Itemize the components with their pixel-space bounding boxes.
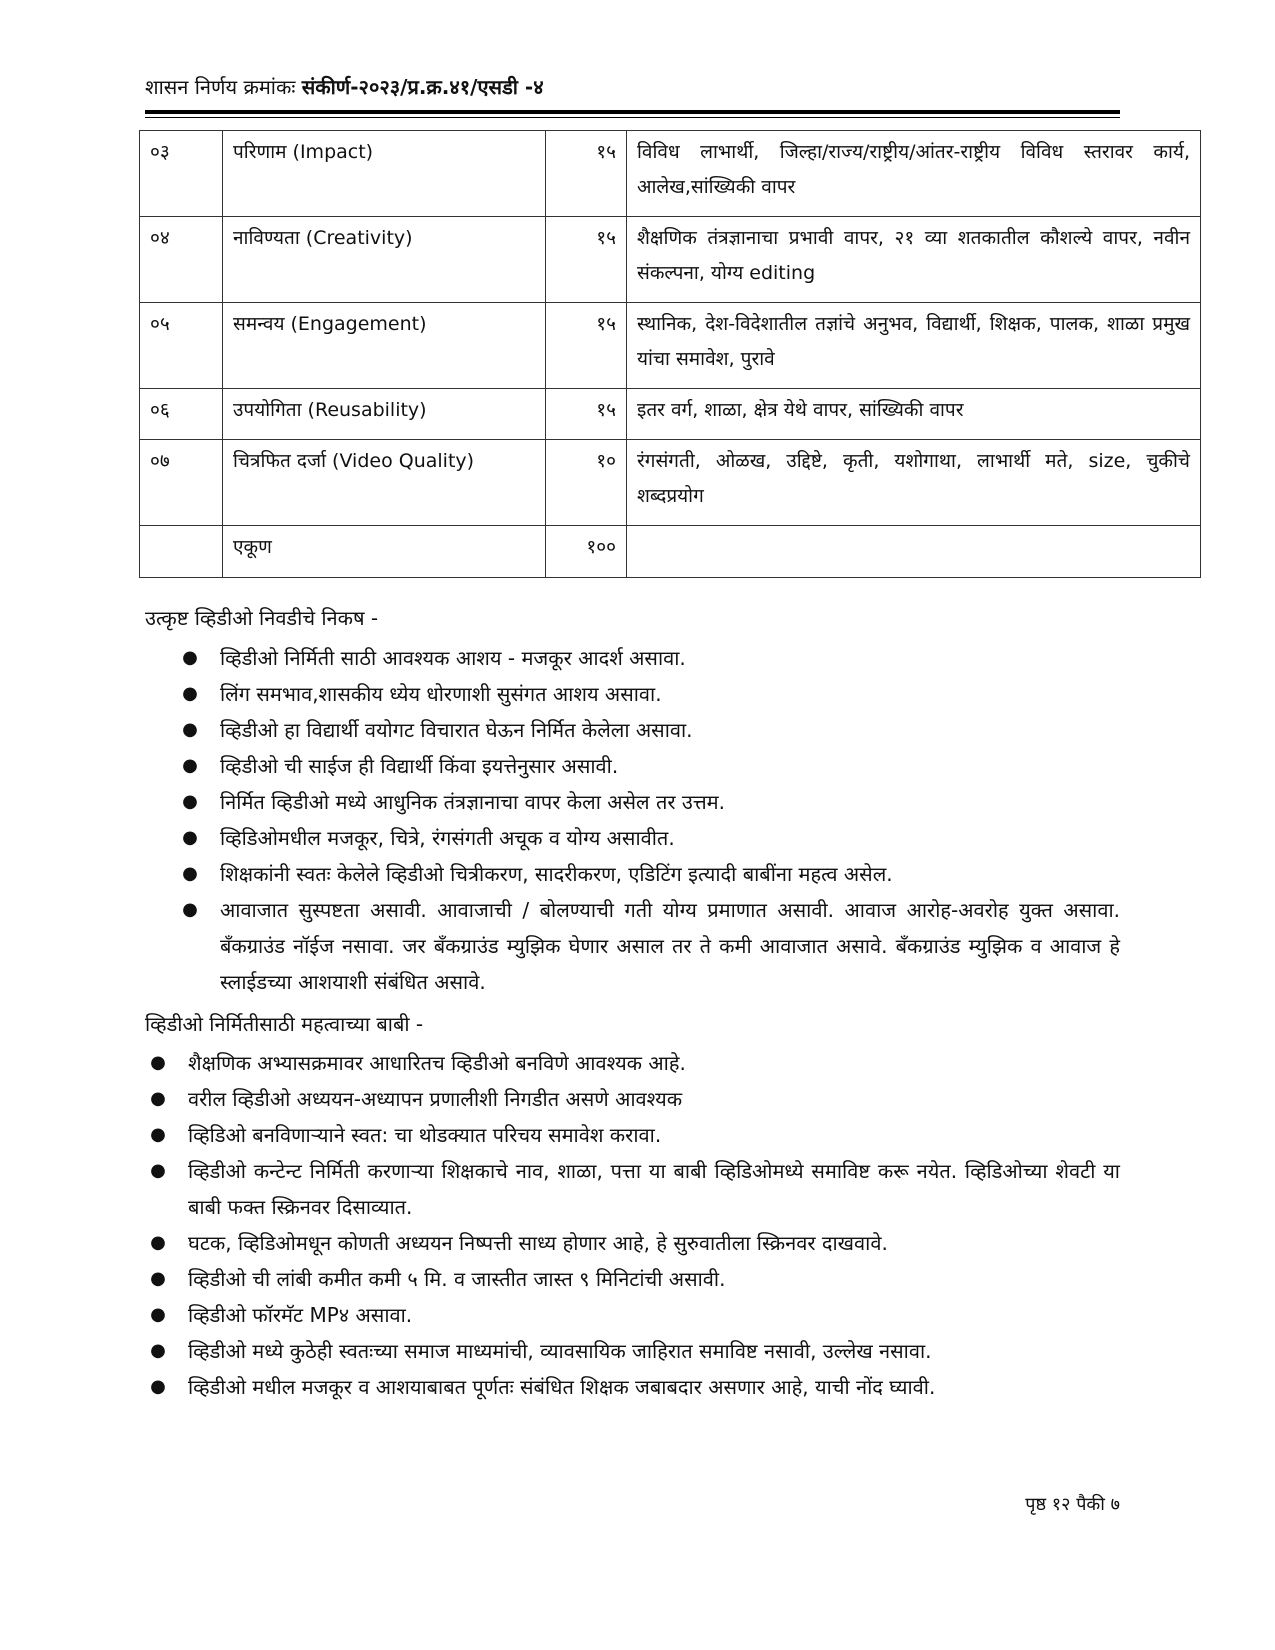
list-item-text: व्हिडीओ फॉरमॅट MP४ असावा. <box>188 1303 413 1327</box>
header-prefix: शासन निर्णय क्रमांकः <box>145 75 302 99</box>
list-item <box>180 748 1120 784</box>
list-item <box>180 892 1120 1000</box>
row-marks: १५ <box>546 303 627 389</box>
row-criterion: नाविण्यता (Creativity) <box>223 217 546 303</box>
row-number <box>140 526 223 578</box>
list-item <box>180 712 1120 748</box>
row-number: ०५ <box>140 303 223 389</box>
list-item <box>148 1261 1120 1297</box>
bullet-icon: ● <box>150 1268 166 1289</box>
list-item <box>148 1153 1120 1225</box>
bullet-icon: ● <box>182 863 198 884</box>
row-marks: १५ <box>546 389 627 440</box>
row-description: विविध लाभार्थी, जिल्हा/राज्य/राष्ट्रीय/आंतर-राष्ट्रीय विविध स्तरावर कार्य, आलेख,सांख्यिकी वापर <box>627 131 1201 217</box>
table-row-total <box>140 526 1201 578</box>
list-item <box>148 1297 1120 1333</box>
list-item <box>148 1369 1120 1405</box>
bullet-icon: ● <box>182 719 198 740</box>
list-item-text: व्हिडीओ हा विद्यार्थी वयोगट विचारात घेऊन निर्मित केलेला असावा. <box>220 718 693 742</box>
row-marks: १० <box>546 440 627 526</box>
list-item-text: व्हिडीओ कन्टेन्ट निर्मिती करणाऱ्या शिक्षकाचे नाव, शाळा, पत्ता या बाबी व्हिडिओमध्ये समाविष्ट करू नयेत. व्हिडिओच्या शेवटी या बाबी फक्त स्क्रिनवर दिसाव्यात. <box>188 1159 1120 1219</box>
bullet-icon: ● <box>150 1160 166 1181</box>
list-item-text: व्हिडीओ निर्मिती साठी आवश्यक आशय - मजकूर आदर्श असावा. <box>220 646 686 670</box>
section-title-selection-criteria: उत्कृष्ट व्हिडीओ निवडीचे निकष - <box>145 606 379 630</box>
list-item <box>180 784 1120 820</box>
bullet-icon: ● <box>150 1376 166 1397</box>
row-description <box>627 526 1201 578</box>
list-item-text: व्हिडीओ मध्ये कुठेही स्वतःच्या समाज माध्यमांची, व्यावसायिक जाहिरात समाविष्ट नसावी, उल्लेख नसावा. <box>188 1339 932 1363</box>
bullet-icon: ● <box>150 1088 166 1109</box>
bullet-icon: ● <box>150 1124 166 1145</box>
list-item-text: व्हिडिओमधील मजकूर, चित्रे, रंगसंगती अचूक व योग्य असावीत. <box>220 826 675 850</box>
list-item-text: व्हिडीओ ची लांबी कमीत कमी ५ मि. व जास्तीत जास्त ९ मिनिटांची असावी. <box>188 1267 726 1291</box>
row-number: ०७ <box>140 440 223 526</box>
page-number: पृष्ठ १२ पैकी ७ <box>1025 1494 1120 1515</box>
row-number: ०३ <box>140 131 223 217</box>
list-item <box>180 856 1120 892</box>
section-title-video-guidelines: व्हिडीओ निर्मितीसाठी महत्वाच्या बाबी - <box>145 1012 424 1036</box>
list-item <box>180 640 1120 676</box>
list-item-text: व्हिडीओ ची साईज ही विद्यार्थी किंवा इयत्तेनुसार असावी. <box>220 754 619 778</box>
bullet-icon: ● <box>150 1052 166 1073</box>
row-description: इतर वर्ग, शाळा, क्षेत्र येथे वापर, सांख्यिकी वापर <box>627 389 1201 440</box>
bullet-icon: ● <box>182 791 198 812</box>
table-row <box>140 389 1201 440</box>
video-guidelines-list <box>148 1045 1120 1405</box>
list-item-text: निर्मित व्हिडीओ मध्ये आधुनिक तंत्रज्ञानाचा वापर केला असेल तर उत्तम. <box>220 790 725 814</box>
row-number: ०६ <box>140 389 223 440</box>
header-rule-thin <box>145 117 1120 118</box>
list-item-text: आवाजात सुस्पष्टता असावी. आवाजाची / बोलण्याची गती योग्य प्रमाणात असावी. आवाज आरोह-अवरोह युक्त असावा. बँकग्राउंड नॉईज नसावा. जर बँकग्राउंड म्युझिक घेणार असाल तर ते कमी आवाजात असावे. बँकग्राउंड म्युझिक व आवाज हे स्लाईडच्या आशयाशी संबंधित असावे. <box>220 898 1120 994</box>
list-item <box>148 1045 1120 1081</box>
document-header <box>145 72 1120 102</box>
bullet-icon: ● <box>182 827 198 848</box>
row-marks: १०० <box>546 526 627 578</box>
row-marks: १५ <box>546 217 627 303</box>
list-item-text: शैक्षणिक अभ्यासक्रमावर आधारितच व्हिडीओ बनविणे आवश्यक आहे. <box>188 1051 686 1075</box>
table-row <box>140 303 1201 389</box>
list-item <box>180 676 1120 712</box>
list-item-text: वरील व्हिडीओ अध्ययन-अध्यापन प्रणालीशी निगडीत असणे आवश्यक <box>188 1087 683 1111</box>
row-description: रंगसंगती, ओळख, उद्दिष्टे, कृती, यशोगाथा, लाभार्थी मते, size, चुकीचे शब्दप्रयोग <box>627 440 1201 526</box>
row-criterion: चित्रफित दर्जा (Video Quality) <box>223 440 546 526</box>
list-item-text: शिक्षकांनी स्वतः केलेले व्हिडीओ चित्रीकरण, सादरीकरण, एडिटिंग इत्यादी बाबींना महत्व असेल. <box>220 862 893 886</box>
list-item-text: लिंग समभाव,शासकीय ध्येय धोरणाशी सुसंगत आशय असावा. <box>220 682 662 706</box>
table-row <box>140 440 1201 526</box>
selection-criteria-list <box>180 640 1120 1000</box>
row-criterion: परिणाम (Impact) <box>223 131 546 217</box>
bullet-icon: ● <box>182 683 198 704</box>
row-number: ०४ <box>140 217 223 303</box>
bullet-icon: ● <box>182 899 198 920</box>
list-item <box>180 820 1120 856</box>
list-item <box>148 1081 1120 1117</box>
header-rule-thick <box>145 110 1120 114</box>
header-gr-number: संकीर्ण-२०२३/प्र.क्र.४१/एसडी -४ <box>301 75 544 99</box>
bullet-icon: ● <box>150 1232 166 1253</box>
bullet-icon: ● <box>150 1340 166 1361</box>
bullet-icon: ● <box>182 755 198 776</box>
row-criterion: एकूण <box>223 526 546 578</box>
list-item-text: घटक, व्हिडिओमधून कोणती अध्ययन निष्पत्ती साध्य होणार आहे, हे सुरुवातीला स्क्रिनवर दाखवावे. <box>188 1231 888 1255</box>
bullet-icon: ● <box>182 647 198 668</box>
table-row <box>140 131 1201 217</box>
row-criterion: उपयोगिता (Reusability) <box>223 389 546 440</box>
list-item-text: व्हिडीओ मधील मजकूर व आशयाबाबत पूर्णतः संबंधित शिक्षक जबाबदार असणार आहे, याची नोंद घ्यावी. <box>188 1375 936 1399</box>
bullet-icon: ● <box>150 1304 166 1325</box>
row-marks: १५ <box>546 131 627 217</box>
list-item <box>148 1225 1120 1261</box>
row-description: शैक्षणिक तंत्रज्ञानाचा प्रभावी वापर, २१ व्या शतकातील कौशल्ये वापर, नवीन संकल्पना, योग्य editing <box>627 217 1201 303</box>
table-row <box>140 217 1201 303</box>
criteria-table <box>139 130 1201 578</box>
list-item <box>148 1333 1120 1369</box>
list-item <box>148 1117 1120 1153</box>
row-criterion: समन्वय (Engagement) <box>223 303 546 389</box>
list-item-text: व्हिडिओ बनविणाऱ्याने स्वत: चा थोडक्यात परिचय समावेश करावा. <box>188 1123 662 1147</box>
row-description: स्थानिक, देश-विदेशातील तज्ञांचे अनुभव, विद्यार्थी, शिक्षक, पालक, शाळा प्रमुख यांचा समावेश, पुरावे <box>627 303 1201 389</box>
